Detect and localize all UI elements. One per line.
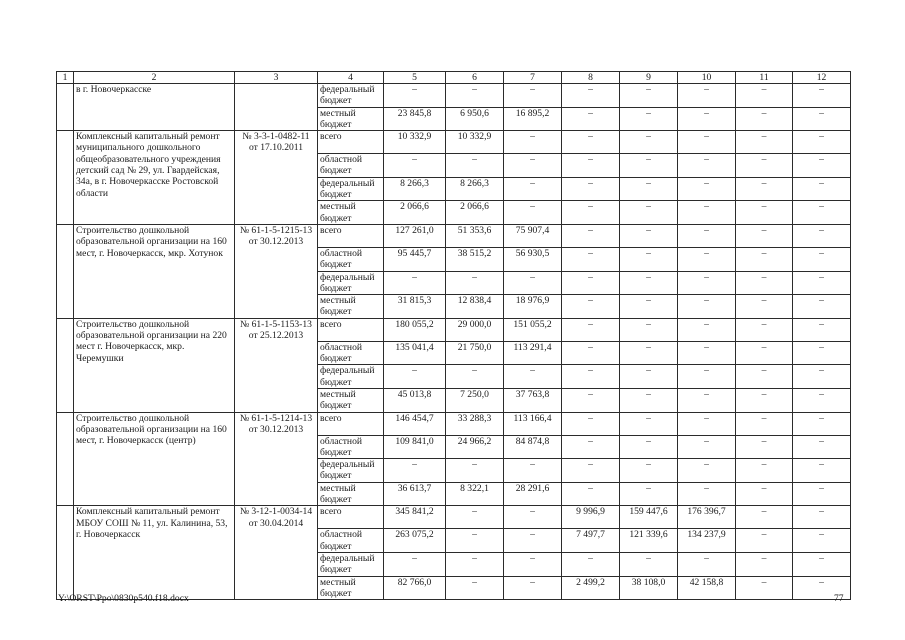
document-number: № 61-1-5-1153-13 [240, 318, 312, 330]
funding-source: областной бюджет [318, 341, 384, 365]
amount-cell: 9 996,9 [562, 506, 620, 529]
amount-cell: 7 497,7 [562, 529, 620, 553]
amount-cell: 38 108,0 [620, 576, 678, 600]
amount-cell: – [793, 84, 851, 108]
amount-cell: – [678, 365, 736, 389]
column-number: 8 [562, 72, 620, 84]
amount-cell: – [562, 224, 620, 247]
amount-cell: – [736, 552, 793, 576]
funding-source: федеральный бюджет [318, 271, 384, 295]
amount-cell: – [446, 576, 504, 600]
amount-cell: – [620, 247, 678, 271]
amount-cell: – [620, 388, 678, 412]
amount-cell: – [736, 224, 793, 247]
amount-cell: – [678, 131, 736, 154]
amount-cell: 263 075,2 [384, 529, 446, 553]
amount-cell: 38 515,2 [446, 247, 504, 271]
object-name: Комплексный капитальный ремонт МБОУ СОШ № 11, ул. Калинина, 53, г. Новочеркасск [74, 506, 235, 600]
object-name: Строительство дошкольной образовательной организации на 160 мест, г. Новочеркасск, мкр. Хотунок [74, 224, 235, 318]
object-name: Строительство дошкольной образовательной организации на 220 мест г. Новочеркасск, мкр. Черемушки [74, 318, 235, 412]
amount-cell: – [736, 482, 793, 506]
amount-cell: – [562, 271, 620, 295]
amount-cell: – [562, 435, 620, 459]
amount-cell: 10 332,9 [384, 131, 446, 154]
table-row [57, 131, 851, 154]
amount-cell: – [620, 552, 678, 576]
amount-cell: – [736, 318, 793, 341]
amount-cell: 113 291,4 [504, 341, 562, 365]
amount-cell: – [678, 107, 736, 131]
column-number: 4 [318, 72, 384, 84]
document-number: № 3-12-1-0034-14 [239, 506, 313, 518]
amount-cell: – [678, 224, 736, 247]
object-name: Комплексный капитальный ремонт муниципального дошкольного общеобразовательного учреждения детский сад № 29, ул. Гвардейская, 34а, в г. Новочеркасске Ростовской области [74, 131, 235, 225]
amount-cell: – [504, 154, 562, 178]
amount-cell: – [736, 295, 793, 319]
amount-cell: – [504, 529, 562, 553]
amount-cell: – [793, 388, 851, 412]
amount-cell: 345 841,2 [384, 506, 446, 529]
amount-cell: – [562, 177, 620, 201]
document-number: № 61-1-5-1214-13 [239, 412, 313, 424]
amount-cell: – [736, 154, 793, 178]
funding-source: всего [318, 224, 384, 247]
funding-source: областной бюджет [318, 529, 384, 553]
amount-cell: – [736, 107, 793, 131]
document-number-cell [235, 84, 318, 131]
column-number: 11 [736, 72, 793, 84]
amount-cell: – [620, 154, 678, 178]
amount-cell: – [562, 107, 620, 131]
amount-cell: – [446, 365, 504, 389]
funding-source: федеральный бюджет [318, 459, 384, 483]
amount-cell: 16 895,2 [504, 107, 562, 131]
amount-cell: – [736, 131, 793, 154]
funding-source: федеральный бюджет [318, 84, 384, 108]
funding-source: федеральный бюджет [318, 552, 384, 576]
amount-cell: 159 447,6 [620, 506, 678, 529]
amount-cell: – [678, 201, 736, 225]
amount-cell: – [446, 529, 504, 553]
amount-cell: – [504, 177, 562, 201]
amount-cell: 23 845,8 [384, 107, 446, 131]
amount-cell: – [562, 318, 620, 341]
amount-cell: – [446, 459, 504, 483]
funding-source: областной бюджет [318, 435, 384, 459]
document-date: от 30.12.2013 [248, 423, 304, 435]
amount-cell: – [736, 529, 793, 553]
amount-cell: – [793, 552, 851, 576]
object-name: в г. Новочеркасске [74, 84, 235, 131]
amount-cell: – [562, 295, 620, 319]
amount-cell: – [678, 412, 736, 435]
amount-cell: – [736, 84, 793, 108]
document-number-cell [235, 318, 318, 412]
amount-cell: – [793, 247, 851, 271]
amount-cell: – [736, 388, 793, 412]
column-number: 2 [74, 72, 235, 84]
amount-cell: – [504, 506, 562, 529]
amount-cell: – [678, 459, 736, 483]
document-number-cell [235, 131, 318, 225]
amount-cell: – [620, 224, 678, 247]
amount-cell: – [384, 271, 446, 295]
amount-cell: – [678, 177, 736, 201]
amount-cell: 135 041,4 [384, 341, 446, 365]
amount-cell: – [793, 107, 851, 131]
object-name: Строительство дошкольной образовательной организации на 160 мест, г. Новочеркасск (центр) [74, 412, 235, 506]
amount-cell: – [793, 201, 851, 225]
amount-cell: – [384, 84, 446, 108]
funding-source: всего [318, 412, 384, 435]
amount-cell: – [736, 435, 793, 459]
amount-cell: 113 166,4 [504, 412, 562, 435]
amount-cell: 18 976,9 [504, 295, 562, 319]
column-number: 7 [504, 72, 562, 84]
amount-cell: – [562, 84, 620, 108]
amount-cell: – [793, 131, 851, 154]
amount-cell: – [793, 459, 851, 483]
amount-cell: – [736, 201, 793, 225]
column-number-row [57, 72, 851, 84]
amount-cell: – [678, 84, 736, 108]
amount-cell: – [620, 412, 678, 435]
funding-source: местный бюджет [318, 482, 384, 506]
amount-cell: 2 499,2 [562, 576, 620, 600]
funding-source: местный бюджет [318, 576, 384, 600]
amount-cell: – [446, 154, 504, 178]
amount-cell: – [562, 201, 620, 225]
amount-cell: 84 874,8 [504, 435, 562, 459]
amount-cell: – [678, 435, 736, 459]
amount-cell: – [562, 131, 620, 154]
amount-cell: – [446, 84, 504, 108]
amount-cell: – [678, 247, 736, 271]
document-number: № 61-1-5-1215-13 [239, 224, 313, 236]
document-date: от 25.12.2013 [248, 330, 304, 342]
amount-cell: 45 013,8 [384, 388, 446, 412]
document-date: от 30.04.2014 [248, 517, 304, 529]
table-row [57, 506, 851, 529]
amount-cell: 24 966,2 [446, 435, 504, 459]
table-row [57, 318, 851, 341]
amount-cell: 28 291,6 [504, 482, 562, 506]
amount-cell: – [504, 84, 562, 108]
table-row [57, 224, 851, 247]
amount-cell: – [678, 154, 736, 178]
amount-cell: – [678, 552, 736, 576]
amount-cell: 121 339,6 [620, 529, 678, 553]
amount-cell: – [793, 318, 851, 341]
amount-cell: 2 066,6 [384, 201, 446, 225]
row-index-cell [57, 412, 74, 506]
funding-source: областной бюджет [318, 247, 384, 271]
table-row [57, 412, 851, 435]
amount-cell: 8 266,3 [384, 177, 446, 201]
amount-cell: 151 055,2 [504, 318, 562, 341]
amount-cell: – [384, 459, 446, 483]
amount-cell: 33 288,3 [446, 412, 504, 435]
amount-cell: – [446, 271, 504, 295]
amount-cell: – [736, 576, 793, 600]
document-date: от 30.12.2013 [248, 236, 304, 248]
amount-cell: – [562, 247, 620, 271]
amount-cell: – [384, 154, 446, 178]
row-index-cell [57, 506, 74, 600]
funding-source: федеральный бюджет [318, 177, 384, 201]
amount-cell: – [678, 295, 736, 319]
column-number: 1 [57, 72, 74, 84]
budget-table [56, 71, 851, 600]
amount-cell: 29 000,0 [446, 318, 504, 341]
amount-cell: – [793, 295, 851, 319]
amount-cell: – [736, 506, 793, 529]
amount-cell: – [793, 412, 851, 435]
amount-cell: – [620, 177, 678, 201]
row-index-cell [57, 224, 74, 318]
amount-cell: – [736, 247, 793, 271]
amount-cell: 134 237,9 [678, 529, 736, 553]
amount-cell: 21 750,0 [446, 341, 504, 365]
amount-cell: – [562, 482, 620, 506]
amount-cell: – [793, 482, 851, 506]
amount-cell: 31 815,3 [384, 295, 446, 319]
funding-source: всего [318, 131, 384, 154]
amount-cell: – [620, 318, 678, 341]
amount-cell: – [384, 552, 446, 576]
amount-cell: – [504, 459, 562, 483]
amount-cell: – [504, 131, 562, 154]
amount-cell: – [793, 271, 851, 295]
document-number-cell [235, 506, 318, 600]
amount-cell: – [620, 435, 678, 459]
amount-cell: – [736, 341, 793, 365]
amount-cell: – [793, 435, 851, 459]
amount-cell: – [736, 177, 793, 201]
funding-source: всего [318, 506, 384, 529]
amount-cell: – [504, 271, 562, 295]
amount-cell: – [736, 271, 793, 295]
column-number: 10 [678, 72, 736, 84]
column-number: 3 [235, 72, 318, 84]
amount-cell: – [620, 271, 678, 295]
amount-cell: 109 841,0 [384, 435, 446, 459]
amount-cell: – [678, 341, 736, 365]
amount-cell: – [793, 341, 851, 365]
amount-cell: 10 332,9 [446, 131, 504, 154]
amount-cell: 75 907,4 [504, 224, 562, 247]
page-number: 77 [834, 593, 844, 604]
amount-cell: – [562, 388, 620, 412]
amount-cell: – [620, 459, 678, 483]
column-number: 5 [384, 72, 446, 84]
amount-cell: – [793, 529, 851, 553]
amount-cell: – [446, 506, 504, 529]
amount-cell: 56 930,5 [504, 247, 562, 271]
amount-cell: – [620, 201, 678, 225]
amount-cell: – [562, 552, 620, 576]
amount-cell: – [793, 177, 851, 201]
amount-cell: – [736, 459, 793, 483]
amount-cell: – [504, 365, 562, 389]
amount-cell: – [504, 552, 562, 576]
amount-cell: 95 445,7 [384, 247, 446, 271]
amount-cell: 7 250,0 [446, 388, 504, 412]
amount-cell: – [736, 365, 793, 389]
amount-cell: 2 066,6 [446, 201, 504, 225]
amount-cell: – [793, 154, 851, 178]
amount-cell: – [562, 341, 620, 365]
amount-cell: – [620, 107, 678, 131]
amount-cell: – [562, 459, 620, 483]
column-number: 6 [446, 72, 504, 84]
amount-cell: 8 266,3 [446, 177, 504, 201]
row-index-cell [57, 318, 74, 412]
row-index-cell [57, 84, 74, 131]
amount-cell: – [678, 388, 736, 412]
funding-source: всего [318, 318, 384, 341]
amount-cell: – [620, 341, 678, 365]
amount-cell: – [504, 576, 562, 600]
amount-cell: – [620, 365, 678, 389]
amount-cell: – [678, 271, 736, 295]
amount-cell: – [562, 412, 620, 435]
amount-cell: – [736, 412, 793, 435]
amount-cell: 8 322,1 [446, 482, 504, 506]
row-index-cell [57, 131, 74, 225]
amount-cell: 37 763,8 [504, 388, 562, 412]
funding-source: местный бюджет [318, 107, 384, 131]
document-number-cell [235, 224, 318, 318]
amount-cell: – [678, 482, 736, 506]
amount-cell: 176 396,7 [678, 506, 736, 529]
amount-cell: – [620, 482, 678, 506]
document-number: № 3-3-1-0482-11 [242, 131, 310, 143]
amount-cell: 12 838,4 [446, 295, 504, 319]
amount-cell: 146 454,7 [384, 412, 446, 435]
amount-cell: 51 353,6 [446, 224, 504, 247]
document-path: Y:\ORST\Ppo\0830p540.f18.docx [58, 593, 189, 604]
amount-cell: – [793, 506, 851, 529]
column-number: 9 [620, 72, 678, 84]
funding-source: местный бюджет [318, 201, 384, 225]
document-number-cell [235, 412, 318, 506]
amount-cell: – [562, 365, 620, 389]
funding-source: областной бюджет [318, 154, 384, 178]
document-date: от 17.10.2011 [248, 142, 304, 154]
amount-cell: 36 613,7 [384, 482, 446, 506]
amount-cell: – [446, 552, 504, 576]
amount-cell: – [620, 295, 678, 319]
funding-source: местный бюджет [318, 295, 384, 319]
amount-cell: – [678, 318, 736, 341]
funding-source: местный бюджет [318, 388, 384, 412]
table-row [57, 84, 851, 108]
budget-table-container [56, 71, 850, 600]
amount-cell: 42 158,8 [678, 576, 736, 600]
column-number: 12 [793, 72, 851, 84]
amount-cell: – [793, 576, 851, 600]
amount-cell: – [384, 365, 446, 389]
amount-cell: – [793, 365, 851, 389]
funding-source: федеральный бюджет [318, 365, 384, 389]
amount-cell: – [562, 154, 620, 178]
amount-cell: 180 055,2 [384, 318, 446, 341]
amount-cell: – [620, 84, 678, 108]
amount-cell: 127 261,0 [384, 224, 446, 247]
amount-cell: 6 950,6 [446, 107, 504, 131]
amount-cell: 82 766,0 [384, 576, 446, 600]
amount-cell: – [504, 201, 562, 225]
amount-cell: – [620, 131, 678, 154]
amount-cell: – [793, 224, 851, 247]
